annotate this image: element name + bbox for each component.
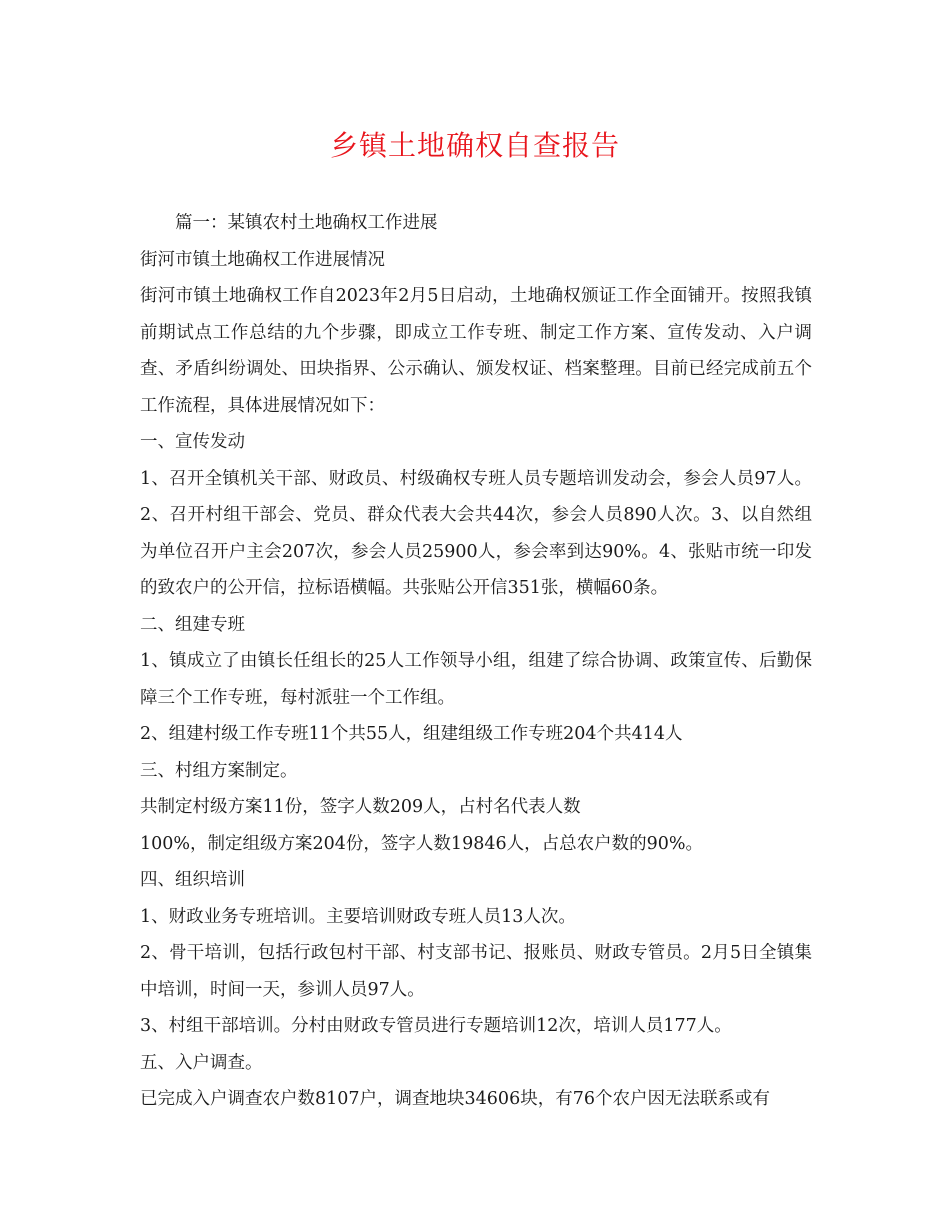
heading-survey: 五、入户调查。 (140, 1052, 263, 1073)
paragraph-training-1: 1、财政业务专班培训。主要培训财政专班人员13人次。 (140, 906, 576, 927)
paragraph-training-2: 2、骨干培训，包括行政包村干部、村支部书记、报账员、财政专管员。2月5日全镇集中培训，时间一天，参训人员97人。 (140, 943, 812, 1000)
intro-paragraph: 街河市镇土地确权工作自2023年2月5日启动，土地确权颁证工作全面铺开。按照我镇前期试点工作总结的九个步骤，即成立工作专班、制定工作方案、宣传发动、入户调查、矛盾纠纷调处、田块指界、公示确认、颁发权证、档案整理。目前已经完成前五个工作流程，具体进展情况如下： (140, 286, 812, 416)
section-heading-part1: 篇一：某镇农村土地确权工作进展 (175, 213, 438, 233)
paragraph-plan-1: 共制定村级方案11份，签字人数209人，占村名代表人数 (140, 797, 581, 817)
heading-team: 二、组建专班 (140, 614, 245, 635)
paragraph-training-3: 3、村组干部培训。分村由财政专管员进行专题培训12次，培训人员177人。 (140, 1016, 732, 1036)
paragraph-team-2: 2、组建村级工作专班11个共55人，组建组级工作专班204个共414人 (140, 724, 683, 744)
heading-training: 四、组织培训 (140, 870, 245, 890)
document-title: 乡镇土地确权自查报告 (329, 129, 620, 162)
paragraph-team-1: 1、镇成立了由镇长任组长的25人工作领导小组，组建了综合协调、政策宣传、后勤保障三个工作专班，每村派驻一个工作组。 (140, 651, 812, 708)
heading-publicity: 一、宣传发动 (140, 432, 245, 452)
document-body (140, 205, 812, 1118)
heading-plan: 三、村组方案制定。 (140, 760, 298, 781)
paragraph-survey: 已完成入户调查农户数8107户，调查地块34606块，有76个农户因无法联系或有 (140, 1089, 770, 1109)
subtitle: 街河市镇土地确权工作进展情况 (140, 249, 385, 270)
paragraph-plan-2: 100%，制定组级方案204份，签字人数19846人，占总农户数的90%。 (140, 833, 703, 854)
paragraph-publicity: 1、召开全镇机关干部、财政员、村级确权专班人员专题培训发动会，参会人员97人。2、召开村组干部会、党员、群众代表大会共44次，参会人员890人次。3、以自然组为单位召开户主会207次，参会人员25900人，参会率到达90%。4、张贴市统一印发的致农户的公开信，拉标语横幅。共张贴公开信351张，横幅60条。 (140, 468, 812, 598)
